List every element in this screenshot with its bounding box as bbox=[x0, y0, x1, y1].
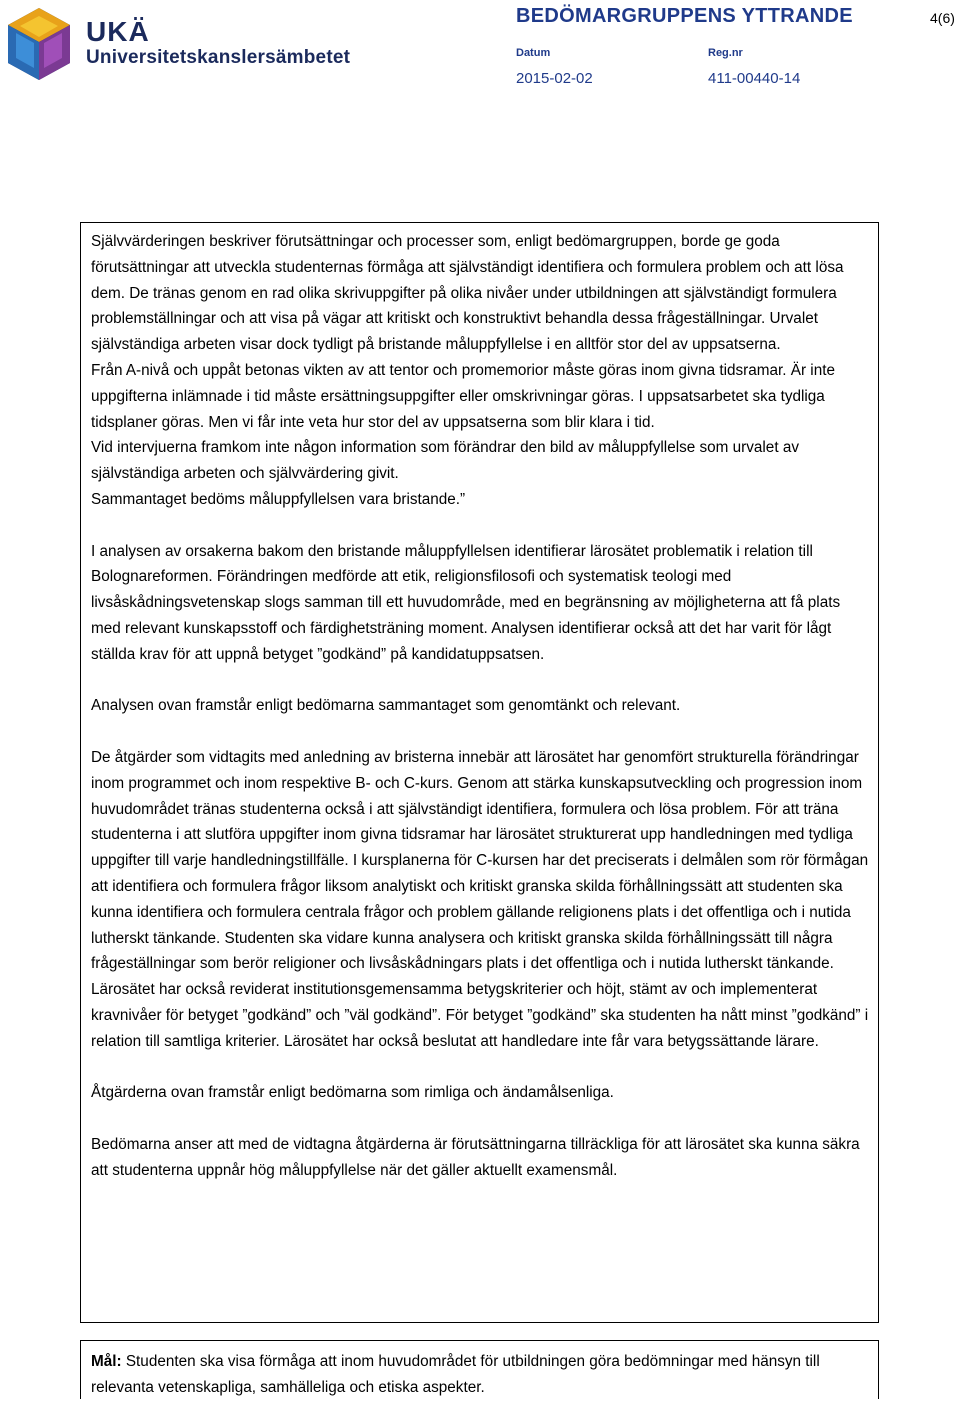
paragraph-conclusion: Bedömarna anser att med de vidtagna åtgärderna är förutsättningarna tillräckliga för att lärosätet ska kunna säkra att studenterna uppnår hög måluppfyllelse när det gäller aktuellt examensmål. bbox=[91, 1135, 860, 1179]
reg-number-label: Reg.nr bbox=[708, 47, 743, 59]
assessment-text-box bbox=[80, 222, 879, 1323]
uka-logo bbox=[6, 6, 72, 82]
paragraph-measures: De åtgärder som vidtagits med anledning av bristerna innebär att lärosätet har genomfört strukturella förändringar inom programmet och inom respektive B- och C-kurs. Genom att stärka kunskapsutveckling och progression inom huvudområdet tränas studenterna också i att självständigt identifiera, formulera och lösa problem. För att träna studenterna i att slutföra uppgifter inom givna tidsramar har lärosätet strukturerat upp handledningen med tydliga uppgifter till varje handledningstillfälle. I kursplanerna för C-kursen har det preciserats i delmålen som rör förmågan att identifiera och formulera frågor liksom analytiskt och kritiskt granska skilda förhållningssätt att studenten ska kunna identifiera och formulera centrala frågor och problem gällande religionens plats i det offentliga och i nutida lutherskt tänkande. Studenten ska vidare kunna analysera och kritiskt granska skilda förhållningssätt till några frågeställningar som berör religioner och livsåskådningars plats i det offentliga och i nutida lutherskt tänkande. Lärosätet har också reviderat institutionsgemensamma betygskriterier och höjt, stämt av och implementerat kravnivåer för betyget ”godkänd” och ”väl godkänd”. För betyget ”godkänd” ska studenten ha nått minst ”godkänd” i relation till samtliga kriterier. Lärosätet har också beslutat att handledare inte får vara betygssättande lärare. bbox=[91, 748, 869, 1050]
org-full-name: Universitetskanslersämbetet bbox=[86, 47, 351, 68]
goal-text: Studenten ska visa förmåga att inom huvudområdet för utbildningen göra bedömningar med hänsyn till relevanta vetenskapliga, samhälleliga och etiska aspekter. bbox=[91, 1353, 820, 1396]
assessment-text bbox=[91, 229, 871, 1183]
page-number: 4(6) bbox=[930, 10, 955, 26]
paragraph-interviews: Vid intervjuerna framkom inte någon information som förändrar den bild av måluppfyllelse som urvalet av självständiga arbeten och självvärdering givit. bbox=[91, 439, 799, 483]
paragraph-self-evaluation: Självvärderingen beskriver förutsättningar och processer som, enligt bedömargruppen, borde ge goda förutsättningar att utveckla studenternas förmåga att självständigt identifiera och formulera problem och att lösa dem. De tränas genom en rad olika skrivuppgifter på olika nivåer under utbildningen att självständigt formulera problemställningar och att visa på vägar att kritiskt och konstruktivt behandla dessa frågeställningar. Urvalet självständiga arbeten visar dock tydligt på bristande måluppfyllelse i en alltför stor del av uppsatserna. bbox=[91, 233, 844, 354]
paragraph-analysis: I analysen av orsakerna bakom den bristande måluppfyllelsen identifierar lärosätet problematik i relation till Bolognareformen. Förändringen medförde att etik, religionsfilosofi och systematisk teologi med livsåskådningsvetenskap slogs samman till ett huvudområde, med en begränsning av möjligheterna att få plats med relevant kunskapsstoff och färdighetsträning moment. Analysen identifierar också att det har varit för lågt ställda krav för att uppnå betyget ”godkänd” på kandidatuppsatsen. bbox=[91, 542, 841, 663]
goal-box bbox=[80, 1340, 879, 1399]
uka-logo-icon bbox=[6, 6, 72, 82]
date-label: Datum bbox=[516, 47, 551, 59]
paragraph-time-limits: Från A-nivå och uppåt betonas vikten av att tentor och promemorior måste göras inom givna tidsramar. Är inte uppgifterna inlämnade i tid måste ersättningsuppgifter eller omskrivningar göras. I uppsatsarbetet ska tydliga tidsplaner göras. Men vi får inte veta hur stor del av uppsatserna som blir klara i tid. bbox=[91, 361, 835, 431]
goal-statement bbox=[91, 1349, 871, 1401]
paragraph-analysis-verdict: Analysen ovan framstår enligt bedömarna sammantaget som genomtänkt och relevant. bbox=[91, 697, 681, 715]
paragraph-summary: Sammantaget bedöms måluppfyllelsen vara bristande.” bbox=[91, 490, 466, 508]
org-short-name: UKÄ bbox=[86, 16, 150, 47]
document-title: BEDÖMARGRUPPENS YTTRANDE bbox=[516, 5, 853, 27]
date-value: 2015-02-02 bbox=[516, 70, 593, 87]
reg-number-value: 411-00440-14 bbox=[708, 70, 801, 87]
paragraph-measures-verdict: Åtgärderna ovan framstår enligt bedömarna som rimliga och ändamålsenliga. bbox=[91, 1084, 614, 1102]
goal-label: Mål: bbox=[91, 1353, 122, 1370]
